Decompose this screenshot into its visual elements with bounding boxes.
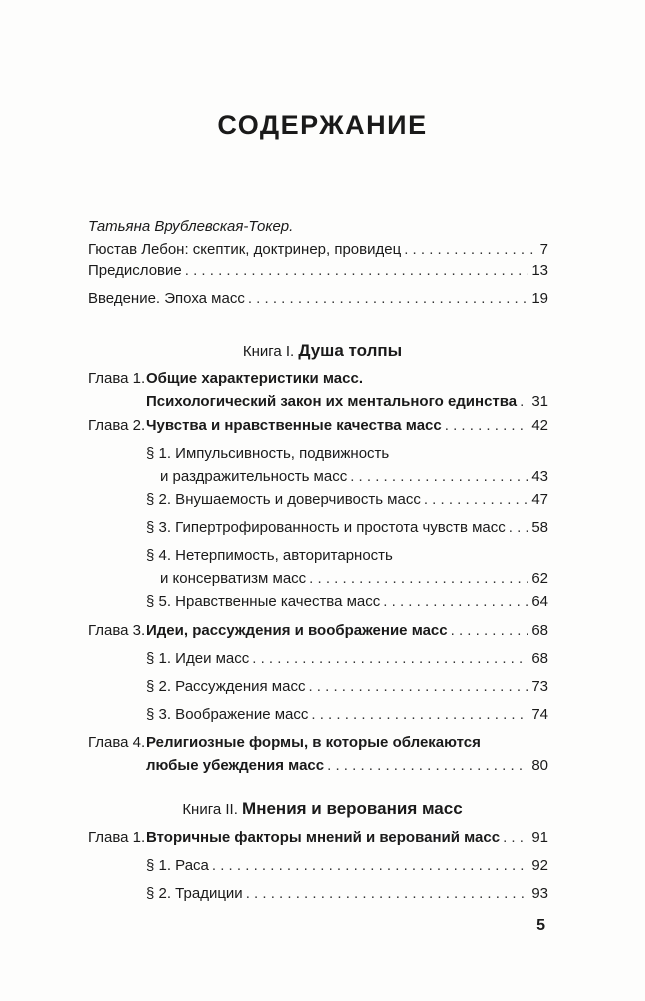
dot-leader [404, 238, 536, 261]
toc-section[interactable] [88, 544, 548, 590]
toc-entry-foreword-author[interactable] [88, 215, 548, 261]
dot-leader [248, 287, 528, 310]
dot-leader [309, 567, 528, 590]
toc-section[interactable] [88, 703, 548, 726]
entry-page: 43 [531, 468, 548, 485]
chapter-number: Глава 4. [88, 734, 146, 751]
section-title-line: § 3. Воображение масс [146, 706, 309, 723]
chapter-number: Глава 3. [88, 622, 146, 639]
toc-section[interactable] [88, 442, 548, 488]
entry-page: 74 [531, 706, 548, 723]
entry-page: 80 [531, 757, 548, 774]
section-title-line: § 5. Нравственные качества масс [146, 593, 381, 610]
dot-leader [424, 488, 528, 511]
dot-leader [246, 882, 529, 905]
chapter-number: Глава 1. [88, 370, 146, 387]
book-heading-1 [0, 341, 645, 361]
dot-leader [509, 516, 529, 539]
book-title: Мнения и верования масс [242, 799, 463, 818]
toc-section[interactable] [88, 590, 548, 613]
toc-section[interactable] [88, 882, 548, 905]
toc-entry-introduction[interactable] [88, 287, 548, 310]
chapter-title-line: Чувства и нравственные качества масс [146, 417, 442, 434]
entry-page: 64 [531, 593, 548, 610]
entry-page: 47 [531, 491, 548, 508]
entry-page: 13 [531, 262, 548, 279]
chapter-title-line: Идеи, рассуждения и воображение масс [146, 622, 448, 639]
toc-chapter[interactable] [88, 826, 548, 849]
entry-page: 68 [531, 650, 548, 667]
section-title-line: § 1. Импульсивность, подвижность [146, 445, 390, 462]
entry-page: 31 [531, 393, 548, 410]
chapter-title-line: Психологический закон их ментального единства [146, 393, 518, 410]
section-title-line: § 1. Раса [146, 857, 209, 874]
toc-section[interactable] [88, 516, 548, 539]
toc-entry-preface[interactable] [88, 259, 548, 282]
dot-leader [185, 259, 529, 282]
entry-label: Введение. Эпоха масс [88, 290, 245, 307]
dot-leader [350, 465, 528, 488]
chapter-number: Глава 1. [88, 829, 146, 846]
section-title-line: и раздражительность масс [160, 468, 348, 485]
dot-leader [503, 826, 528, 849]
toc-section[interactable] [88, 488, 548, 511]
entry-label: Гюстав Лебон: скептик, доктринер, провидец [88, 241, 402, 258]
book-prefix: Книга I. [242, 343, 295, 360]
toc-section[interactable] [88, 854, 548, 877]
dot-leader [252, 647, 528, 670]
page-number: 5 [536, 917, 545, 934]
toc-section[interactable] [88, 647, 548, 670]
entry-label: Предисловие [88, 262, 182, 279]
section-title-line: и консерватизм масс [160, 570, 307, 587]
entry-author: Татьяна Врублевская-Токер. [88, 218, 294, 235]
toc-chapter[interactable] [88, 414, 548, 437]
entry-page: 58 [531, 519, 548, 536]
dot-leader [451, 619, 529, 642]
entry-page: 42 [531, 417, 548, 434]
entry-page: 68 [531, 622, 548, 639]
section-title-line: § 4. Нетерпимость, авторитарность [146, 547, 393, 564]
toc-chapter[interactable] [88, 731, 548, 777]
dot-leader [520, 390, 528, 413]
dot-leader [445, 414, 529, 437]
page-title: СОДЕРЖАНИЕ [217, 110, 428, 140]
toc-section[interactable] [88, 675, 548, 698]
book-heading-2 [0, 799, 645, 819]
entry-page: 92 [531, 857, 548, 874]
toc-chapter[interactable] [88, 367, 548, 413]
dot-leader [383, 590, 528, 613]
section-title-line: § 1. Идеи масс [146, 650, 250, 667]
chapter-number: Глава 2. [88, 417, 146, 434]
entry-page: 93 [531, 885, 548, 902]
entry-page: 19 [531, 290, 548, 307]
chapter-title-line: Общие характеристики масс. [146, 370, 363, 387]
chapter-title-line: Вторичные факторы мнений и верований масс [146, 829, 501, 846]
chapter-title-line: Религиозные формы, в которые облекаются [146, 734, 481, 751]
toc-chapter[interactable] [88, 619, 548, 642]
entry-page: 91 [531, 829, 548, 846]
dot-leader [311, 703, 528, 726]
section-title-line: § 2. Рассуждения масс [146, 678, 306, 695]
book-title: Душа толпы [298, 341, 403, 360]
entry-page: 62 [531, 570, 548, 587]
section-title-line: § 2. Внушаемость и доверчивость масс [146, 491, 421, 508]
entry-page: 73 [531, 678, 548, 695]
chapter-title-line: любые убеждения масс [146, 757, 325, 774]
dot-leader [308, 675, 528, 698]
dot-leader [212, 854, 528, 877]
section-title-line: § 3. Гипертрофированность и простота чувств масс [146, 519, 506, 536]
section-title-line: § 2. Традиции [146, 885, 243, 902]
dot-leader [327, 754, 528, 777]
entry-page: 7 [539, 241, 548, 258]
book-prefix: Книга II. [182, 801, 238, 818]
